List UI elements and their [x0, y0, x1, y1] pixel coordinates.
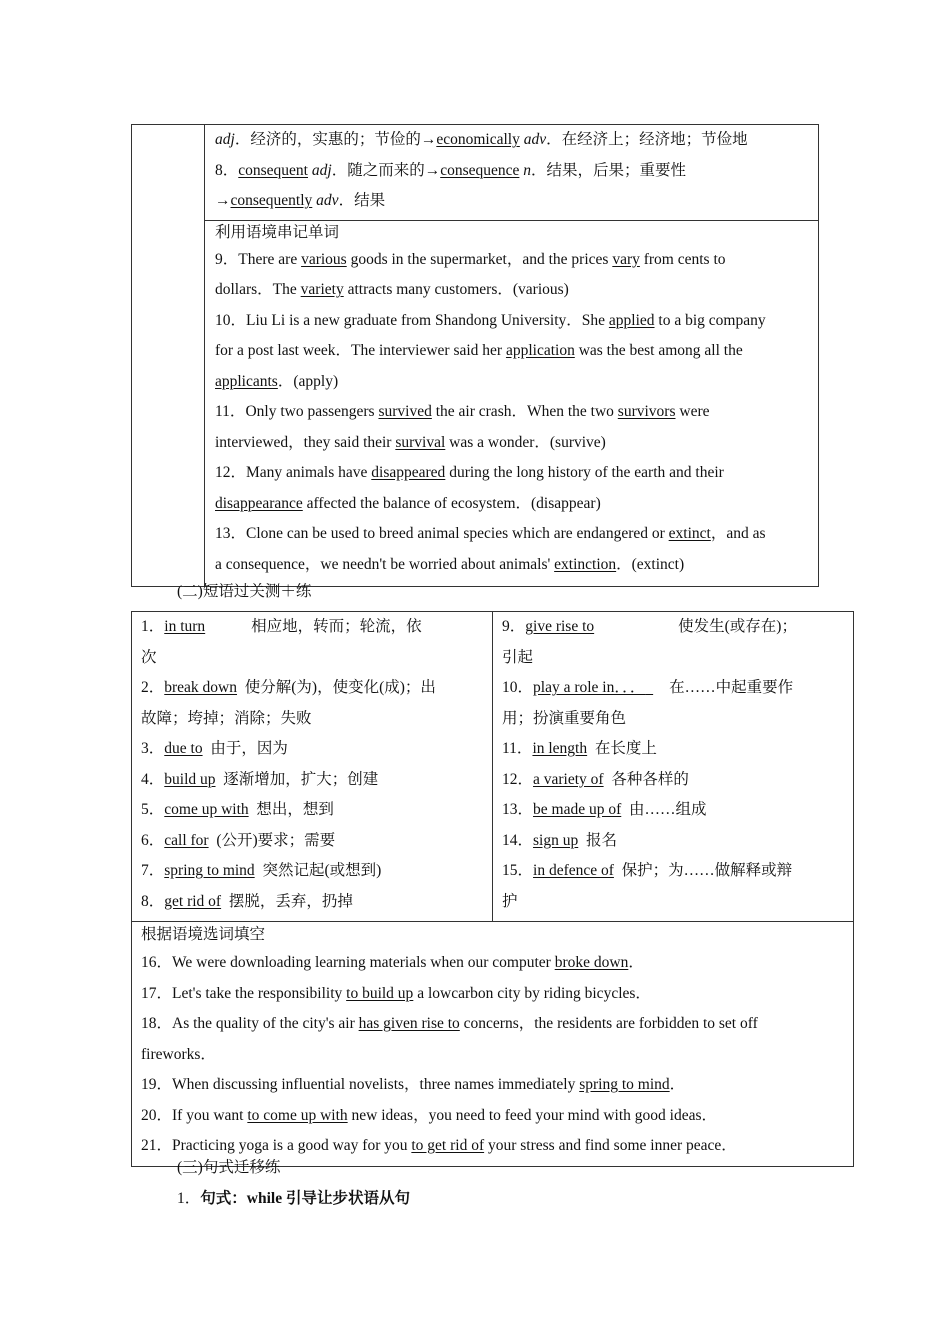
item-number: 2． — [141, 679, 165, 696]
phrase-meaning: 由……组成 — [629, 801, 707, 818]
phrase-meaning: 故障；垮掉；消除；失败 — [141, 709, 312, 727]
sentence-text: were — [675, 403, 710, 420]
sentence-text: ． — [669, 1076, 686, 1093]
answer-word: vary — [612, 250, 640, 268]
vocab-line-consequently — [215, 186, 810, 217]
phrase-item-10-cont — [502, 704, 845, 735]
phrase: build up — [164, 770, 216, 788]
context-item-11 — [215, 397, 810, 428]
pos-label: adj — [311, 161, 332, 179]
fill-item-18-cont — [141, 1040, 845, 1071]
item-number: 15． — [502, 862, 534, 879]
phrase-meaning: 摆脱，丢弃，扔掉 — [228, 892, 353, 910]
sentence-text: attracts many customers．(various) — [343, 281, 569, 298]
sentence-text: If you want — [172, 1106, 248, 1124]
sentence-text: the air crash．When the two — [431, 403, 618, 420]
phrase-item-9-cont — [502, 643, 845, 674]
item-number: 1． — [141, 618, 165, 635]
pattern-keyword: while — [246, 1190, 283, 1207]
phrase: break down — [164, 679, 238, 696]
answer-word: survivors — [617, 403, 676, 420]
phrase: in defence of — [533, 862, 614, 879]
context-item-11-cont — [215, 428, 810, 459]
phrase: get rid of — [164, 892, 222, 910]
phrase-item-15 — [502, 856, 845, 887]
sentence-text: a consequence，we needn't be worried about animals' — [215, 555, 555, 573]
sentence-text: goods in the supermarket，and the prices — [346, 250, 613, 268]
phrase-table — [131, 611, 854, 1167]
item-number: 8． — [141, 892, 165, 910]
pos-label: adv — [316, 192, 339, 209]
phrase-meaning: 相应地，转而；轮流，依 — [251, 618, 422, 635]
context-item-9-cont — [215, 275, 810, 306]
phrase-meaning: 逐渐增加，扩大；创建 — [223, 770, 379, 788]
answer-word: extinction — [554, 555, 617, 573]
item-number: 19． — [141, 1076, 173, 1093]
sentence-text: your stress and find some inner peace． — [484, 1137, 737, 1154]
answer-phrase: to come up with — [247, 1106, 348, 1124]
fill-item-17 — [141, 979, 845, 1010]
phrase-meaning: 护 — [502, 892, 518, 910]
phrase: due to — [164, 740, 203, 757]
phrase-item-2 — [141, 673, 484, 704]
phrase-item-3 — [141, 734, 484, 765]
item-number: 21． — [141, 1137, 173, 1154]
answer-word: economically — [436, 131, 520, 148]
phrase-item-1 — [141, 612, 484, 643]
fill-item-16 — [141, 948, 845, 979]
answer-word: variety — [300, 281, 344, 298]
phrase-meaning: 在长度上 — [594, 740, 657, 757]
item-number: 16． — [141, 954, 173, 971]
phrase-meaning: 在……中起重要作 — [669, 679, 794, 696]
answer-word: applicants — [215, 372, 278, 390]
phrase-item-14 — [502, 826, 845, 857]
answer-phrase: to get rid of — [411, 1137, 485, 1154]
item-number: 18． — [141, 1015, 173, 1032]
phrase: play a role in．．． — [533, 679, 646, 696]
answer-word: survival — [395, 433, 446, 451]
phrase-column-left — [132, 612, 493, 922]
sentence-text: fireworks． — [141, 1045, 216, 1063]
phrase-meaning: 保护；为……做解释或辩 — [621, 862, 793, 879]
item-number: 12． — [215, 464, 247, 481]
answer-word: consequent — [238, 161, 308, 179]
context-item-10-cont2 — [215, 367, 810, 398]
sentence-text: affected the balance of ecosystem．(disappear) — [302, 494, 601, 512]
phrase-item-5 — [141, 795, 484, 826]
phrase-meaning: 由于，因为 — [210, 740, 288, 757]
answer-word: disappearance — [215, 494, 303, 512]
phrase-meaning: 引起 — [502, 648, 534, 666]
fill-item-18 — [141, 1009, 845, 1040]
phrase-item-7 — [141, 856, 484, 887]
phrase-column-right — [493, 612, 854, 922]
fill-item-19 — [141, 1070, 845, 1101]
item-number: 9． — [215, 250, 239, 268]
answer-phrase: broke down — [554, 954, 629, 971]
phrase-meaning: 使分解(为)，使变化(成)；出 — [244, 679, 436, 696]
item-number: 13． — [215, 525, 247, 542]
item-number: 8． — [215, 161, 239, 179]
phrase-item-2-cont — [141, 704, 484, 735]
phrase-item-11 — [502, 734, 845, 765]
answer-word: application — [505, 342, 575, 359]
answer-word: applied — [608, 311, 655, 329]
phrase-meaning: 想出，想到 — [256, 801, 334, 818]
sentence-text: Clone can be used to breed animal species which are endangered or — [246, 525, 669, 542]
sentence-text: was a wonder．(survive) — [445, 433, 606, 451]
phrase: call for — [164, 831, 209, 849]
phrase-item-15-cont — [502, 887, 845, 918]
phrase: be made up of — [533, 801, 622, 818]
sentence-text: We were downloading learning materials when our computer — [172, 954, 555, 971]
sentence-text: for a post last week．The interviewer said her — [215, 342, 506, 359]
definition: ．在经济上；经济地；节俭地 — [546, 131, 748, 148]
vocab-line-economical — [215, 125, 810, 156]
phrase: in turn — [164, 618, 206, 635]
item-number: 11． — [502, 740, 533, 757]
context-cell — [205, 220, 819, 587]
sentence-text: concerns，the residents are forbidden to set off — [459, 1015, 758, 1032]
phrase: spring to mind — [164, 862, 255, 879]
sentence-text: during the long history of the earth and their — [445, 464, 724, 481]
pattern-label: 句式： — [200, 1190, 247, 1207]
definition: ．结果，后果；重要性 — [531, 161, 687, 179]
phrase: in length — [532, 740, 588, 757]
context-item-9 — [215, 245, 810, 276]
item-number: 12． — [502, 770, 534, 788]
section-2-title: (二)短语过关测＋练 — [177, 583, 312, 600]
phrase-item-9 — [502, 612, 845, 643]
context-item-10 — [215, 306, 810, 337]
definition: ．经济的，实惠的；节俭的→ — [234, 131, 437, 148]
context-item-12-cont — [215, 489, 810, 520]
pos-label: adv — [523, 131, 547, 148]
item-number: 14． — [502, 831, 534, 849]
item-number: 4． — [141, 770, 165, 788]
sentence-text: Many animals have — [246, 464, 372, 481]
phrase-meaning: 次 — [141, 648, 157, 666]
sentence-text: dollars．The — [215, 281, 301, 298]
pattern-description: 引导让步状语从句 — [282, 1190, 410, 1207]
item-number: 20． — [141, 1106, 173, 1124]
answer-phrase: has given rise to — [358, 1015, 460, 1032]
vocab-derivation-cell — [205, 125, 819, 221]
phrase-item-1-cont — [141, 643, 484, 674]
sentence-text: was the best among all the — [574, 342, 743, 359]
vocab-line-consequent — [215, 156, 810, 187]
sentence-pattern-item — [177, 1186, 410, 1212]
sentence-text: When discussing influential novelists，three names immediately — [172, 1076, 580, 1093]
phrase-item-8 — [141, 887, 484, 918]
item-number: 10． — [215, 311, 247, 329]
sentence-text: new ideas，you need to feed your mind with good ideas． — [347, 1106, 717, 1124]
item-number: 5． — [141, 801, 165, 818]
item-number: 11． — [215, 403, 246, 420]
context-item-13-cont — [215, 550, 810, 581]
item-number: 6． — [141, 831, 165, 849]
answer-word: consequence — [440, 161, 520, 179]
item-number: 13． — [502, 801, 534, 818]
sentence-text: interviewed，they said their — [215, 433, 396, 451]
item-number: 10． — [502, 679, 534, 696]
phrase: give rise to — [525, 618, 595, 635]
sentence-text: Practicing yoga is a good way for you — [172, 1137, 412, 1154]
vocab-table-left-cell — [132, 125, 205, 587]
definition: ．随之而来的→ — [331, 161, 441, 179]
sentence-text: As the quality of the city's air — [172, 1015, 359, 1032]
sentence-text: ，and as — [710, 525, 766, 542]
phrase: a variety of — [533, 770, 604, 788]
phrase-item-6 — [141, 826, 484, 857]
phrase-meaning: (公开)要求；需要 — [216, 831, 336, 849]
phrase-meaning: 使发生(或存在)； — [678, 618, 797, 635]
sentence-text: Let's take the responsibility — [172, 984, 347, 1002]
answer-word: survived — [378, 403, 432, 420]
sentence-text: to a big company — [654, 311, 766, 329]
sentence-text: Only two passengers — [245, 403, 379, 420]
sentence-text: Liu Li is a new graduate from Shandong University．She — [246, 311, 609, 329]
context-item-10-cont — [215, 336, 810, 367]
phrase-item-13 — [502, 795, 845, 826]
phrase: sign up — [533, 831, 579, 849]
sentence-text: a lowcarbon city by riding bicycles． — [413, 984, 651, 1002]
phrase-meaning: 突然记起(或想到) — [262, 862, 382, 879]
sentence-text: from cents to — [639, 250, 726, 268]
item-number: 3． — [141, 740, 165, 757]
fill-heading: 根据语境选词填空 — [141, 926, 266, 943]
sentence-text: There are — [238, 250, 302, 268]
section-3-title: (三)句式迁移练 — [177, 1159, 281, 1176]
answer-phrase: to build up — [346, 984, 414, 1002]
phrase-item-10 — [502, 673, 845, 704]
phrase-meaning: 各种各样的 — [611, 770, 689, 788]
context-item-12 — [215, 458, 810, 489]
answer-phrase: spring to mind — [579, 1076, 670, 1093]
phrase-meaning: 报名 — [585, 831, 617, 849]
pos-label: n — [523, 161, 532, 179]
item-number: 7． — [141, 862, 165, 879]
phrase: come up with — [164, 801, 249, 818]
item-number: 1． — [177, 1190, 201, 1207]
vocab-table — [131, 124, 819, 587]
pos-label: adj — [215, 131, 235, 148]
fill-item-20 — [141, 1101, 845, 1132]
fill-in-cell — [132, 922, 854, 1167]
phrase-item-12 — [502, 765, 845, 796]
answer-word: disappeared — [371, 464, 446, 481]
sentence-text: ． — [628, 954, 644, 971]
phrase-item-4 — [141, 765, 484, 796]
arrow: → — [215, 192, 231, 209]
answer-word: extinct — [668, 525, 711, 542]
sentence-text: ．(extinct) — [616, 555, 685, 573]
context-item-13 — [215, 519, 810, 550]
answer-word: various — [301, 250, 347, 268]
phrase-meaning: 用；扮演重要角色 — [502, 709, 627, 727]
definition: ．结果 — [338, 192, 386, 209]
context-heading: 利用语境串记单词 — [215, 223, 340, 241]
item-number: 17． — [141, 984, 173, 1002]
answer-word: consequently — [230, 192, 313, 209]
item-number: 9． — [502, 618, 526, 635]
sentence-text: ．(apply) — [277, 372, 339, 390]
